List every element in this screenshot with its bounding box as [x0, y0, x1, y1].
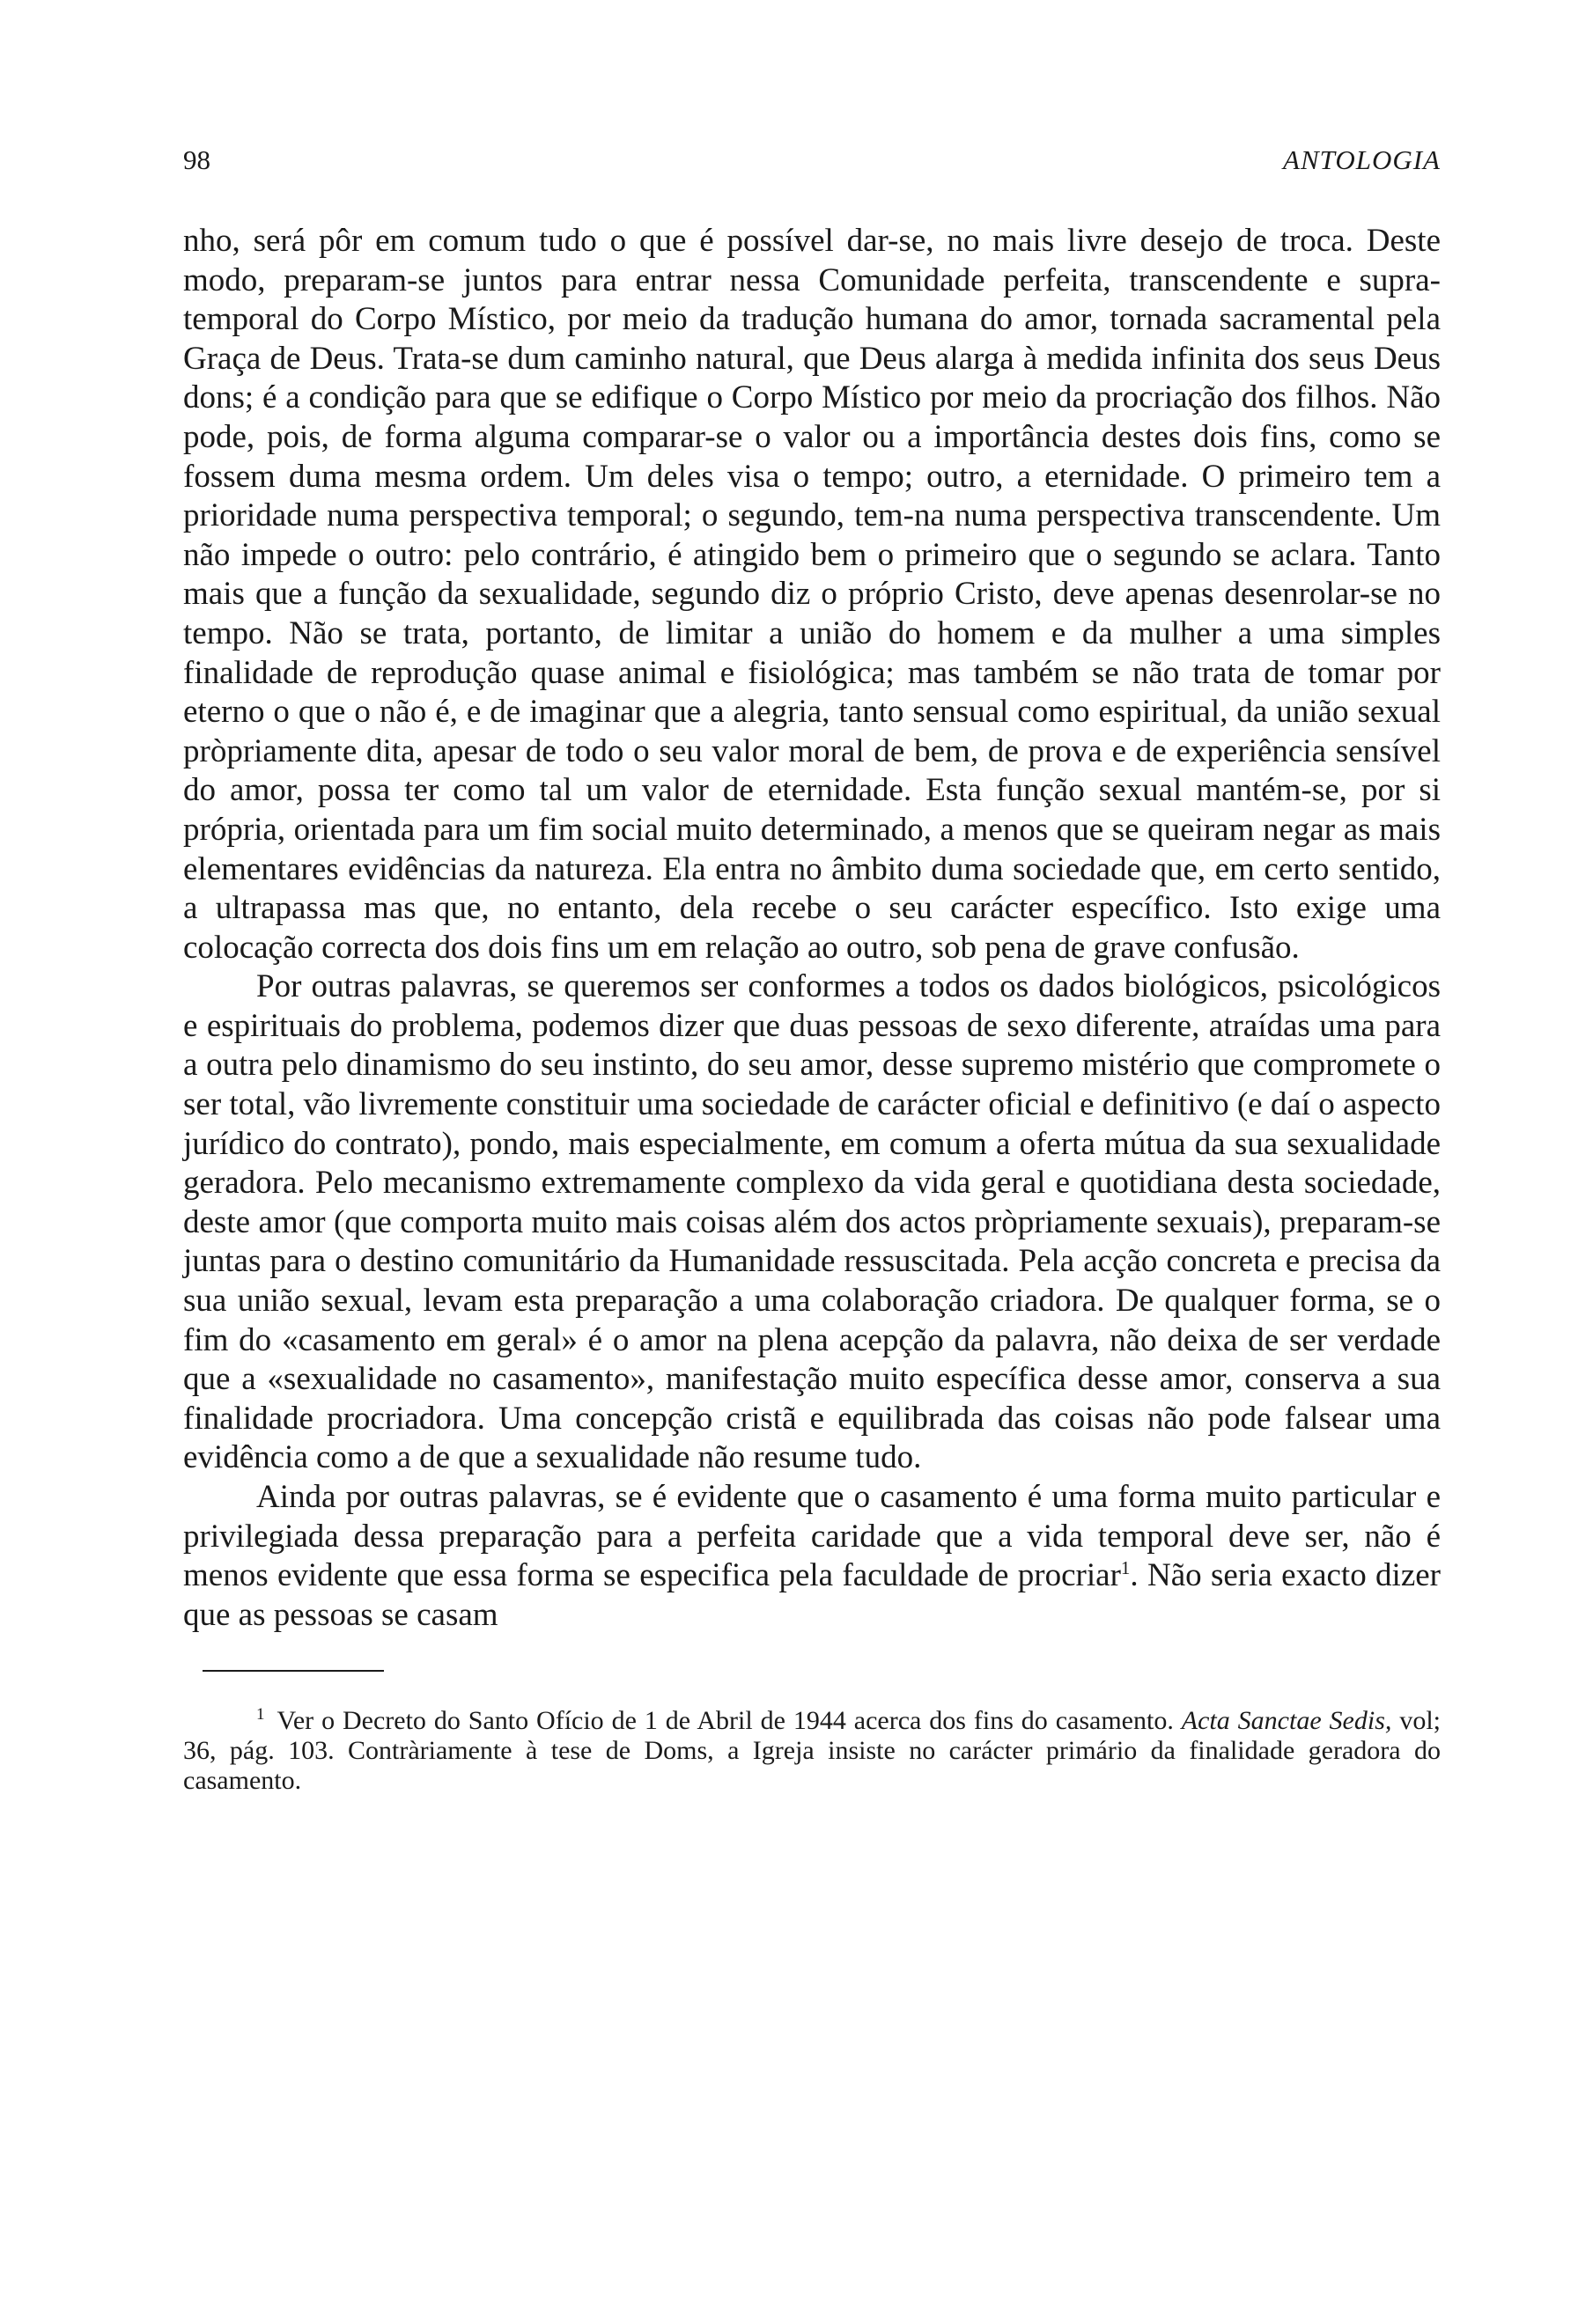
running-title: ANTOLOGIA — [1283, 144, 1441, 175]
footnote-separator — [203, 1670, 384, 1672]
paragraph-continued: nho, será pôr em comum tudo o que é possível dar-se, no mais livre desejo de troca. Deste modo, preparam-se juntos para entrar nessa Comunidade perfeita, transcendente e supra-temporal do Corpo Místico, por meio da tradução humana do amor, tornada sacramental pela Graça de Deus. Trata-se dum caminho natural, que Deus alarga à medida infinita dos seus Deus dons; é a condição para que se edifique o Corpo Místico por meio da procriação dos filhos. Não pode, pois, de forma alguma comparar-se o valor ou a importância destes dois fins, como se fossem duma mesma ordem. Um deles visa o tempo; outro, a eternidade. O primeiro tem a prioridade numa perspectiva temporal; o segundo, tem-na numa perspectiva transcendente. Um não impede o outro: pelo contrário, é atingido bem o primeiro que o segundo se aclara. Tanto mais que a função da sexualidade, segundo diz o próprio Cristo, deve apenas desenrolar-se no tempo. Não se trata, portanto, de limitar a união do homem e da mulher a uma simples finalidade de reprodução quase animal e fisiológica; mas também se não trata de tomar por eterno o que o não é, e de imaginar que a alegria, tanto sensual como espiritual, da união sexual pròpriamente dita, apesar de todo o seu valor moral de bem, de prova e de experiência sensível do amor, possa ter como tal um valor de eternidade. Esta função sexual mantém-se, por si própria, orientada para um fim social muito determinado, a menos que se queiram negar as mais elementares evidências da natureza. Ela entra no âmbito duma sociedade que, em certo sentido, a ultrapassa mas que, no entanto, dela recebe o seu carácter específico. Isto exige uma colocação correcta dos dois fins um em relação ao outro, sob pena de grave confusão. — [183, 223, 1441, 966]
footnote-marker: 1 — [256, 1705, 265, 1725]
footnote-reference: 1 — [1120, 1557, 1131, 1579]
footnote — [183, 1700, 1441, 1796]
paragraph-last — [183, 1478, 1441, 1635]
footnote-italic-title: Acta Sanctae Sedis, — [1181, 1706, 1392, 1736]
footnotes — [183, 1700, 1441, 1796]
footnote-text: Ver o Decreto do Santo Ofício de 1 de Abril de 1944 acerca dos fins do casamento. — [277, 1706, 1182, 1736]
body-text — [183, 222, 1441, 1635]
footnote-text-continued: vol; 36, pág. 103. Contràriamente à tese de Doms, a Igreja insiste no carácter primário da finalidade geradora do casamento. — [183, 1706, 1441, 1796]
page-number: 98 — [183, 144, 210, 175]
document-page — [183, 141, 1441, 1796]
paragraph: Por outras palavras, se queremos ser conformes a todos os dados biológicos, psicológicos e espirituais do problema, podemos dizer que duas pessoas de sexo diferente, atraídas uma para a outra pelo dinamismo do seu instinto, do seu amor, desse supremo mistério que compromete o ser total, vão livremente constituir uma sociedade de carácter oficial e definitivo (e daí o aspecto jurídico do contrato), pondo, mais especialmente, em comum a oferta mútua da sua sexualidade geradora. Pelo mecanismo extremamente complexo da vida geral e quotidiana desta sociedade, deste amor (que comporta muito mais coisas além dos actos pròpriamente sexuais), preparam-se juntas para o destino comunitário da Humanidade ressuscitada. Pela acção concreta e precisa da sua união sexual, levam esta preparação a uma colaboração criadora. De qualquer forma, se o fim do «casamento em geral» é o amor na plena acepção da palavra, não deixa de ser verdade que a «sexualidade no casamento», manifestação muito específica desse amor, conserva a sua finalidade procriadora. Uma concepção cristã e equilibrada das coisas não pode falsear uma evidência como a de que a sexualidade não resume tudo. — [183, 968, 1442, 1476]
paragraph-text: Ainda por outras palavras, se é evidente que o casamento é uma forma muito particular e privilegiada dessa preparação para a perfeita caridade que a vida temporal deve ser, não é menos evidente que essa forma se especifica pela faculdade de procriar — [183, 1479, 1441, 1594]
running-head — [183, 141, 1441, 180]
paragraph-text-continued: . Não seria exacto dizer que as pessoas se casam — [183, 1557, 1442, 1633]
